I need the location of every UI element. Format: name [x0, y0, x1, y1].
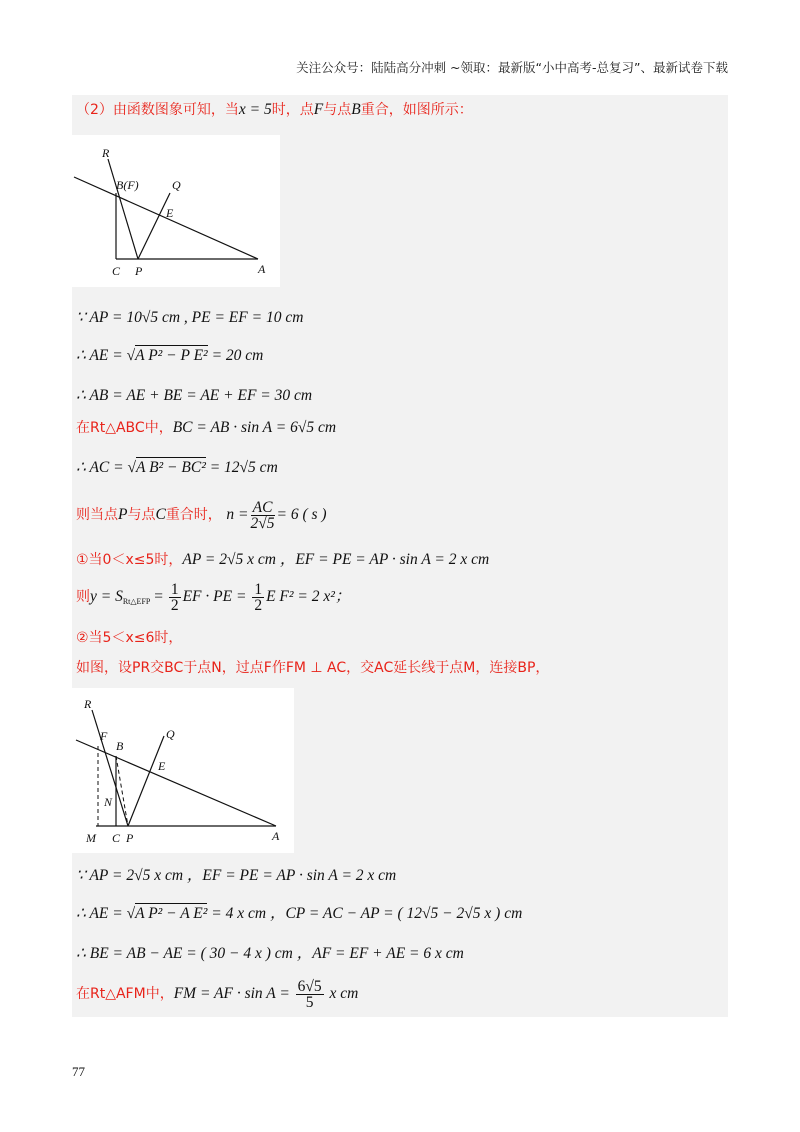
- equation-3: ∴ AB = AE + BE = AE + EF = 30 cm: [76, 387, 313, 404]
- label-C: C: [112, 831, 121, 845]
- equation-7: ①当0＜x≤5时，AP = 2√5 x cm ，EF = PE = AP · sin A = 2 x cm: [76, 551, 490, 568]
- label-C: C: [112, 264, 121, 278]
- equation-4: 在Rt△ABC中，BC = AB · sin A = 6√5 cm: [76, 419, 337, 436]
- equation-5: ∴ AC = √A B² − BC² = 12√5 cm: [76, 459, 278, 476]
- label-M: M: [86, 831, 96, 845]
- figure-1-diagram: [72, 135, 280, 287]
- equation-14: 在Rt△AFM中，FM = AF · sin A = $\frac{6√5}{5}$ x cm: [76, 977, 359, 1011]
- equation-12: ∴ AE = √A P² − A E² = 4 x cm ，CP = AC − AP = ( 12√5 − 2√5 x ) cm: [76, 905, 523, 922]
- label-E: E: [166, 206, 174, 220]
- label-R: R: [102, 146, 110, 160]
- label-N: N: [104, 795, 113, 809]
- label-Q: Q: [172, 178, 181, 192]
- equation-13: ∴ BE = AB − AE = ( 30 − 4 x ) cm ，AF = EF + AE = 6 x cm: [76, 945, 464, 962]
- figure-2-diagram: [72, 688, 294, 853]
- label-R: R: [84, 697, 92, 711]
- label-BF: B(F): [116, 178, 139, 192]
- equation-6: 则当点P与点C重合时， n = $\frac{AC}{2√5}$ = 6 ( s ): [76, 498, 327, 532]
- label-E: E: [158, 759, 166, 773]
- line-intro: （2）由函数图象可知，当x = 5时，点F与点B重合，如图所示：: [76, 101, 473, 118]
- label-P: P: [126, 831, 134, 845]
- equation-11: ∵ AP = 2√5 x cm ，EF = PE = AP · sin A = 2 x cm: [76, 867, 397, 884]
- label-B: B: [116, 739, 124, 753]
- label-P: P: [135, 264, 143, 278]
- page-header: 关注公众号：陆陆高分冲刺 ~领取：最新版“小中高考-总复习”、最新试卷下载: [296, 60, 728, 75]
- label-F: F: [100, 729, 108, 743]
- equation-9: ②当5＜x≤6时，: [76, 630, 183, 646]
- page-number: 77: [72, 1064, 85, 1079]
- label-A: A: [272, 829, 280, 843]
- equation-8: 则$y = S_{Rt\triangle EFP}$ = $\frac{1}{2}$ EF · PE = $\frac{1}{2}$ E F² = 2 x²；: [76, 580, 351, 614]
- equation-1: ∵ AP = 10√5 cm , PE = EF = 10 cm: [76, 309, 304, 326]
- equation-10: 如图，设PR交BC于点N，过点F作FM ⊥ AC，交AC延长线于点M，连接BP，: [76, 660, 550, 676]
- label-Q: Q: [166, 727, 175, 741]
- equation-2: ∴ AE = √A P² − P E² = 20 cm: [76, 347, 264, 364]
- label-A: A: [258, 262, 266, 276]
